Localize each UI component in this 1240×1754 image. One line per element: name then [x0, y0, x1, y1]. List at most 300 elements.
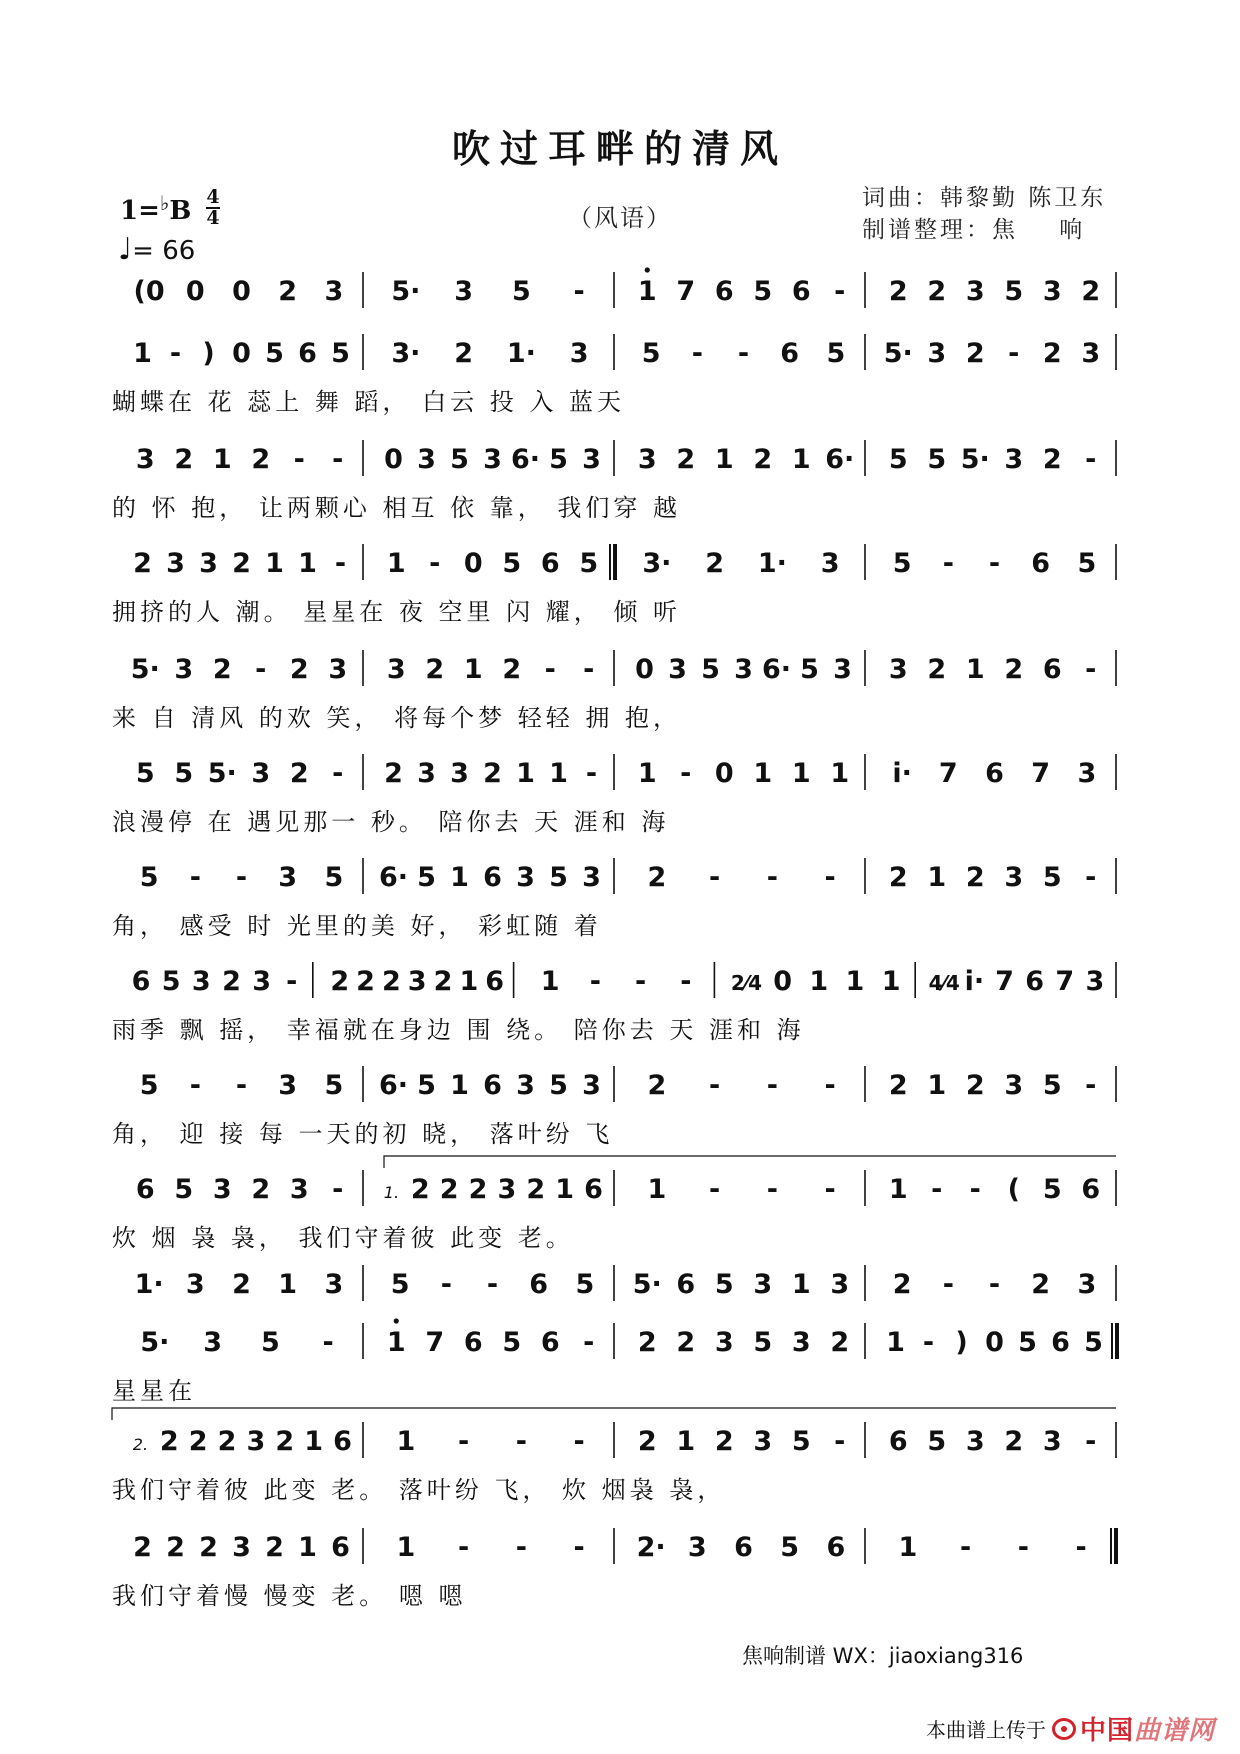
- note-symbol: 2: [1042, 338, 1062, 369]
- note-symbol: 5·: [632, 1269, 662, 1300]
- note-symbol: 6: [540, 1327, 560, 1358]
- note-symbol: -: [942, 548, 954, 579]
- note-symbol: 2: [1004, 1426, 1024, 1457]
- note-symbol: 0: [384, 444, 403, 475]
- note-symbol: 2: [714, 1426, 734, 1457]
- note-symbol: 2: [232, 548, 251, 579]
- note-symbol: 2: [188, 1426, 208, 1457]
- note-symbol: 3: [135, 444, 155, 475]
- logo-text-secondary: 曲谱网: [1134, 1716, 1216, 1746]
- note-symbol: 1: [450, 862, 469, 893]
- note-symbol: -: [332, 444, 344, 475]
- lyric-line: 角， 迎 接 每 一天的初 晓， 落叶纷 飞: [112, 1120, 614, 1148]
- note-symbol: 2⁄4: [730, 971, 763, 995]
- note-symbol: 1: [265, 548, 284, 579]
- note-symbol: 1: [540, 966, 560, 997]
- note-symbol: 1: [555, 1174, 575, 1205]
- note-symbol: 2: [212, 654, 232, 685]
- note-symbol: 1: [298, 1532, 317, 1563]
- note-symbol: 1: [886, 1327, 905, 1358]
- note-symbol: 2: [217, 1426, 237, 1457]
- note-symbol: -: [573, 276, 585, 307]
- note-symbol: 3: [417, 758, 436, 789]
- note-symbol: 6·: [825, 444, 855, 475]
- note-symbol: 0: [232, 338, 251, 369]
- note-symbol: 1: [212, 444, 232, 475]
- note-symbol: -: [458, 1426, 470, 1457]
- note-symbol: -: [709, 1070, 721, 1101]
- note-symbol: 2: [965, 338, 985, 369]
- note-symbol: 2: [705, 548, 725, 579]
- note-symbol: 6: [1031, 548, 1051, 579]
- note-symbol: -: [515, 1426, 527, 1457]
- note-symbol: -: [458, 1532, 470, 1563]
- note-symbol: -: [515, 1532, 527, 1563]
- note-symbol: 6: [714, 276, 734, 307]
- note-symbol: -: [429, 548, 441, 579]
- note-symbol: 2: [888, 276, 908, 307]
- note-symbol: 5: [135, 758, 155, 789]
- note-symbol: -: [680, 758, 692, 789]
- note-symbol: 3: [830, 1269, 850, 1300]
- note-symbol: 2: [159, 1426, 179, 1457]
- key-note: B: [169, 196, 192, 226]
- note-symbol: 6: [463, 1327, 483, 1358]
- note-symbol: -: [969, 1174, 981, 1205]
- note-symbol: 3: [1004, 1070, 1024, 1101]
- note-symbol: 2: [232, 1269, 251, 1300]
- note-symbol: 5·: [883, 338, 913, 369]
- note-symbol: 2: [468, 1174, 488, 1205]
- lyric-line: 拥挤的人 潮。 星星在 夜 空里 闪 耀， 倾 听: [112, 598, 682, 626]
- high-octave-dot: [645, 267, 650, 272]
- note-symbol: 2: [381, 966, 401, 997]
- note-symbol: -: [931, 1174, 943, 1205]
- note-symbol: -: [235, 1070, 248, 1101]
- note-symbol: 3: [246, 1426, 266, 1457]
- key-flat: ♭: [159, 191, 170, 215]
- note-symbol: 3: [569, 338, 589, 369]
- note-symbol: 1: [459, 966, 479, 997]
- note-symbol: 3: [753, 1269, 773, 1300]
- note-symbol: 1: [450, 1070, 469, 1101]
- note-symbol: -: [440, 1269, 452, 1300]
- note-symbol: 1: [927, 1070, 947, 1101]
- note-symbol: -: [189, 862, 201, 893]
- quarter-note-icon: ♩: [118, 232, 133, 267]
- note-symbol: 1: [298, 548, 317, 579]
- note-symbol: 2: [647, 862, 667, 893]
- note-symbol: 6: [135, 1174, 155, 1205]
- note-symbol: 2: [289, 654, 309, 685]
- note-symbol: -: [286, 966, 298, 997]
- note-symbol: 5: [390, 1269, 410, 1300]
- note-symbol: 2: [676, 1327, 696, 1358]
- lyric-line: 角， 感受 时 光里的美 好， 彩虹随 着: [112, 912, 602, 940]
- note-symbol: 6·: [378, 862, 409, 893]
- note-symbol: 1: [791, 1269, 811, 1300]
- note-symbol: 1: [133, 338, 152, 369]
- note-symbol: -: [1008, 338, 1020, 369]
- note-symbol: 1: [881, 966, 901, 997]
- note-symbol: 5·: [391, 276, 421, 307]
- tempo-value: = 66: [132, 236, 196, 266]
- note-symbol: 3: [582, 444, 601, 475]
- note-symbol: 3: [232, 1532, 251, 1563]
- note-symbol: 3: [278, 1070, 298, 1101]
- note-symbol: 1: [809, 966, 829, 997]
- note-symbol: 3: [191, 966, 211, 997]
- note-symbol: 2: [439, 1174, 459, 1205]
- note-symbol: 2: [166, 1532, 185, 1563]
- note-symbol: i·: [892, 758, 912, 789]
- note-symbol: 5: [549, 444, 568, 475]
- note-symbol: -: [573, 1532, 585, 1563]
- note-symbol: -: [824, 1174, 836, 1205]
- note-symbol: 5·: [130, 654, 160, 685]
- note-symbol: 1: [791, 444, 811, 475]
- note-symbol: 2: [454, 338, 474, 369]
- note-symbol: 5: [265, 338, 284, 369]
- note-symbol: -: [169, 338, 182, 369]
- note-symbol: 2·: [636, 1532, 666, 1563]
- credit-lyrics-music: 词曲：韩黎勤 陈卫东: [862, 185, 1107, 211]
- note-symbol: 2: [965, 862, 985, 893]
- note-symbol: -: [1085, 1426, 1097, 1457]
- note-symbol: 2: [927, 654, 947, 685]
- note-symbol: 5: [450, 444, 469, 475]
- note-symbol: 5: [780, 1532, 800, 1563]
- song-subtitle: （风语）: [568, 204, 672, 232]
- note-symbol: -: [235, 862, 248, 893]
- note-symbol: 5: [791, 1426, 811, 1457]
- note-symbol: 0: [463, 548, 483, 579]
- note-symbol: 1: [791, 758, 811, 789]
- note-symbol: -: [332, 1174, 344, 1205]
- note-symbol: 6: [331, 1532, 350, 1563]
- note-symbol: 0: [232, 276, 251, 307]
- note-symbol: 0: [714, 758, 734, 789]
- logo-icon: [1052, 1718, 1076, 1740]
- note-symbol: 3: [833, 654, 852, 685]
- time-bottom: 4: [206, 207, 220, 229]
- note-symbol: 7: [676, 276, 696, 307]
- note-symbol: -: [824, 1070, 836, 1101]
- transcriber-credit: 焦响制谱 WX：jiaoxiang316: [742, 1644, 1024, 1668]
- note-symbol: 6: [529, 1269, 549, 1300]
- note-symbol: 0: [635, 654, 654, 685]
- note-symbol: 6: [483, 862, 502, 893]
- note-symbol: 1: [637, 276, 657, 307]
- note-symbol: 5: [579, 548, 599, 579]
- note-symbol: 4⁄4: [928, 971, 960, 995]
- note-symbol: 6: [1025, 966, 1045, 997]
- note-symbol: -: [960, 1532, 972, 1563]
- note-symbol: 1: [396, 1426, 416, 1457]
- note-symbol: 5: [174, 758, 194, 789]
- note-symbol: -: [1085, 444, 1097, 475]
- lyric-line: 雨季 飘 摇， 幸福就在身边 围 绕。 陪你去 天 涯和 海: [112, 1016, 805, 1044]
- note-symbol: 5: [826, 338, 846, 369]
- note-symbol: -: [737, 338, 750, 369]
- note-symbol: 3: [888, 654, 908, 685]
- note-symbol: (0: [133, 276, 165, 307]
- note-symbol: -: [189, 1070, 201, 1101]
- note-symbol: 6: [734, 1532, 753, 1563]
- note-symbol: 3: [203, 1327, 223, 1358]
- lyric-line: 我们守着慢 慢变 老。 嗯 嗯: [112, 1582, 467, 1610]
- lyric-line: 我们守着彼 此变 老。 落叶纷 飞， 炊 烟袅 袅，: [112, 1476, 726, 1504]
- note-symbol: 3·: [391, 338, 421, 369]
- note-symbol: 1: [386, 1327, 406, 1358]
- note-symbol: 3: [791, 1327, 811, 1358]
- note-symbol: -: [766, 1070, 778, 1101]
- note-symbol: i·: [964, 966, 985, 997]
- note-symbol: 1: [549, 758, 568, 789]
- high-octave-dot: [394, 1318, 399, 1323]
- note-symbol: 7: [938, 758, 958, 789]
- note-symbol: 2: [199, 1532, 218, 1563]
- note-symbol: 3: [252, 966, 271, 997]
- note-symbol: 3: [1077, 758, 1097, 789]
- note-symbol: -: [573, 1426, 585, 1457]
- note-symbol: 6: [485, 966, 505, 997]
- note-symbol: 1: [830, 758, 850, 789]
- note-symbol: 5: [1084, 1327, 1103, 1358]
- note-symbol: -: [293, 444, 305, 475]
- note-symbol: 1: [898, 1532, 918, 1563]
- note-symbol: 1: [676, 1426, 696, 1457]
- note-symbol: 2: [251, 1174, 271, 1205]
- note-symbol: 5: [1042, 1070, 1062, 1101]
- note-symbol: 5: [714, 1269, 734, 1300]
- note-symbol: 5: [139, 862, 159, 893]
- note-symbol: 3: [1042, 276, 1062, 307]
- note-symbol: 1: [278, 1269, 298, 1300]
- note-symbol: 2: [888, 862, 908, 893]
- note-symbol: 2: [753, 444, 773, 475]
- note-symbol: 3: [1004, 862, 1024, 893]
- note-symbol: 3: [753, 1426, 773, 1457]
- note-symbol: 5: [417, 1070, 436, 1101]
- logo-text-primary: 中国: [1080, 1716, 1135, 1746]
- note-symbol: 3: [668, 654, 687, 685]
- note-symbol: 6: [888, 1426, 908, 1457]
- note-symbol: 2: [502, 654, 522, 685]
- note-symbol: 2: [526, 1174, 546, 1205]
- note-symbol: 3: [166, 548, 185, 579]
- note-symbol: ): [955, 1327, 968, 1358]
- note-symbol: 3: [386, 654, 406, 685]
- note-symbol: 1·: [506, 338, 536, 369]
- note-symbol: 6: [1051, 1327, 1070, 1358]
- note-symbol: 2: [1042, 444, 1062, 475]
- note-symbol: 3: [324, 1269, 344, 1300]
- note-symbol: 3: [582, 862, 601, 893]
- note-symbol: 1·: [757, 548, 787, 579]
- note-symbol: 1: [463, 654, 483, 685]
- note-symbol: 1: [637, 758, 657, 789]
- note-symbol: 0: [185, 276, 205, 307]
- lyric-line: 的 怀 抱， 让两颗心 相互 依 靠， 我们穿 越: [112, 494, 682, 522]
- note-symbol: 5: [753, 1327, 773, 1358]
- note-symbol: 7: [995, 966, 1014, 997]
- note-symbol: 2: [927, 276, 947, 307]
- note-symbol: 5: [549, 1070, 568, 1101]
- note-symbol: 3: [328, 654, 348, 685]
- note-symbol: 2: [410, 1174, 430, 1205]
- note-symbol: 7: [1031, 758, 1051, 789]
- note-symbol: 3: [324, 276, 344, 307]
- note-symbol: 7: [1055, 966, 1075, 997]
- note-symbol: 5: [800, 654, 819, 685]
- note-symbol: -: [988, 548, 1001, 579]
- note-symbol: 2: [384, 758, 403, 789]
- note-symbol: 5: [575, 1269, 595, 1300]
- note-symbol: -: [634, 966, 647, 997]
- note-symbol: 2: [637, 1426, 657, 1457]
- site-logo[interactable]: [1052, 1710, 1215, 1747]
- note-symbol: 5: [1042, 862, 1062, 893]
- note-symbol: 2: [278, 276, 298, 307]
- note-symbol: 5: [701, 654, 720, 685]
- note-symbol: 6: [584, 1174, 603, 1205]
- note-symbol: -: [766, 1174, 778, 1205]
- note-symbol: -: [322, 1327, 334, 1358]
- note-symbol: 3: [637, 444, 657, 475]
- note-symbol: 2: [676, 444, 696, 475]
- note-symbol: 2: [133, 548, 152, 579]
- note-symbol: 6: [676, 1269, 696, 1300]
- note-symbol: 3: [1085, 966, 1105, 997]
- note-symbol: -: [824, 862, 836, 893]
- note-symbol: 5: [502, 548, 522, 579]
- note-symbol: 5: [892, 548, 912, 579]
- note-symbol: -: [691, 338, 703, 369]
- note-symbol: 2: [637, 1327, 657, 1358]
- note-symbol: ): [202, 338, 215, 369]
- note-symbol: 3: [582, 1070, 601, 1101]
- note-symbol: -: [1075, 1532, 1087, 1563]
- note-symbol: 6: [540, 548, 560, 579]
- note-symbol: 1: [304, 1426, 324, 1457]
- note-symbol: 2: [483, 758, 502, 789]
- time-top: 4: [206, 186, 220, 208]
- note-symbol: 5: [641, 338, 661, 369]
- note-symbol: 3: [687, 1532, 707, 1563]
- note-symbol: 6·: [378, 1070, 409, 1101]
- note-symbol: 2: [425, 654, 445, 685]
- note-symbol: -: [544, 654, 556, 685]
- note-symbol: 5: [139, 1070, 159, 1101]
- note-symbol: 3: [1042, 1426, 1062, 1457]
- lyric-line: 炊 烟 袅 袅， 我们守着彼 此变 老。: [112, 1224, 574, 1252]
- note-symbol: -: [709, 1174, 721, 1205]
- note-symbol: 3: [497, 1174, 517, 1205]
- note-symbol: 1: [386, 548, 406, 579]
- note-symbol: 2.: [132, 1435, 149, 1454]
- note-symbol: 3: [1081, 338, 1101, 369]
- note-symbol: -: [834, 276, 846, 307]
- note-symbol: 3: [483, 444, 502, 475]
- lyric-line: 浪漫停 在 遇见那一 秒。 陪你去 天 涯和 海: [112, 808, 670, 836]
- note-symbol: 5: [417, 862, 436, 893]
- note-symbol: 6: [791, 276, 811, 307]
- note-symbol: 3: [927, 338, 947, 369]
- note-symbol: 1: [396, 1532, 416, 1563]
- note-symbol: 3: [516, 1070, 535, 1101]
- note-symbol: 3: [251, 758, 271, 789]
- note-symbol: 6: [780, 338, 800, 369]
- note-symbol: 3: [199, 548, 218, 579]
- lyric-line: 蝴蝶在 花 蕊上 舞 蹈， 白云 投 入 蓝天: [112, 388, 626, 416]
- credit-transcription: 制谱整理：焦 响: [862, 217, 1086, 243]
- note-symbol: 3: [1004, 444, 1024, 475]
- note-symbol: 2: [289, 758, 309, 789]
- upload-text: 本曲谱上传于: [926, 1718, 1046, 1742]
- note-symbol: -: [680, 966, 692, 997]
- note-symbol: 5: [260, 1327, 280, 1358]
- note-symbol: -: [988, 1269, 1001, 1300]
- note-symbol: -: [766, 862, 778, 893]
- note-symbol: 1: [888, 1174, 908, 1205]
- note-symbol: 3: [714, 1327, 734, 1358]
- note-symbol: 3: [185, 1269, 205, 1300]
- note-symbol: 1.: [383, 1183, 400, 1202]
- note-symbol: -: [486, 1269, 499, 1300]
- note-symbol: 5: [1042, 1174, 1062, 1205]
- note-symbol: -: [1085, 1070, 1097, 1101]
- note-symbol: -: [255, 654, 267, 685]
- note-symbol: 5: [888, 444, 908, 475]
- note-symbol: 3: [965, 1426, 985, 1457]
- note-symbol: 1: [753, 758, 773, 789]
- volta-bracket-1: [384, 1156, 1116, 1168]
- note-symbol: 0: [773, 966, 793, 997]
- note-symbol: 3: [278, 862, 298, 893]
- note-symbol: 2: [1031, 1269, 1051, 1300]
- note-symbol: 2: [265, 1532, 284, 1563]
- note-symbol: 5·: [207, 758, 237, 789]
- note-symbol: 5·: [140, 1327, 170, 1358]
- note-symbol: 6·: [510, 444, 541, 475]
- note-symbol: -: [942, 1269, 954, 1300]
- note-symbol: 1: [647, 1174, 667, 1205]
- note-symbol: -: [589, 966, 602, 997]
- note-symbol: 7: [425, 1327, 445, 1358]
- note-symbol: 3: [417, 444, 436, 475]
- note-symbol: 6: [985, 758, 1004, 789]
- note-symbol: 1: [516, 758, 535, 789]
- note-symbol: 3: [454, 276, 474, 307]
- note-symbol: 6·: [761, 654, 792, 685]
- lyric-line: 星星在: [112, 1377, 196, 1405]
- note-symbol: 5: [753, 276, 773, 307]
- note-symbol: 2: [1081, 276, 1101, 307]
- note-symbol: 3: [174, 654, 194, 685]
- note-symbol: 5: [927, 1426, 947, 1457]
- note-symbol: 3: [965, 276, 985, 307]
- note-symbol: 3: [516, 862, 535, 893]
- note-symbol: 5: [324, 1070, 344, 1101]
- note-symbol: (: [1007, 1174, 1020, 1205]
- note-symbol: 2: [174, 444, 194, 475]
- note-symbol: -: [1085, 862, 1097, 893]
- note-symbol: 2: [222, 966, 241, 997]
- note-symbol: -: [834, 1426, 846, 1457]
- note-symbol: 6: [333, 1426, 352, 1457]
- song-title: 吹过耳畔的清风: [451, 126, 788, 171]
